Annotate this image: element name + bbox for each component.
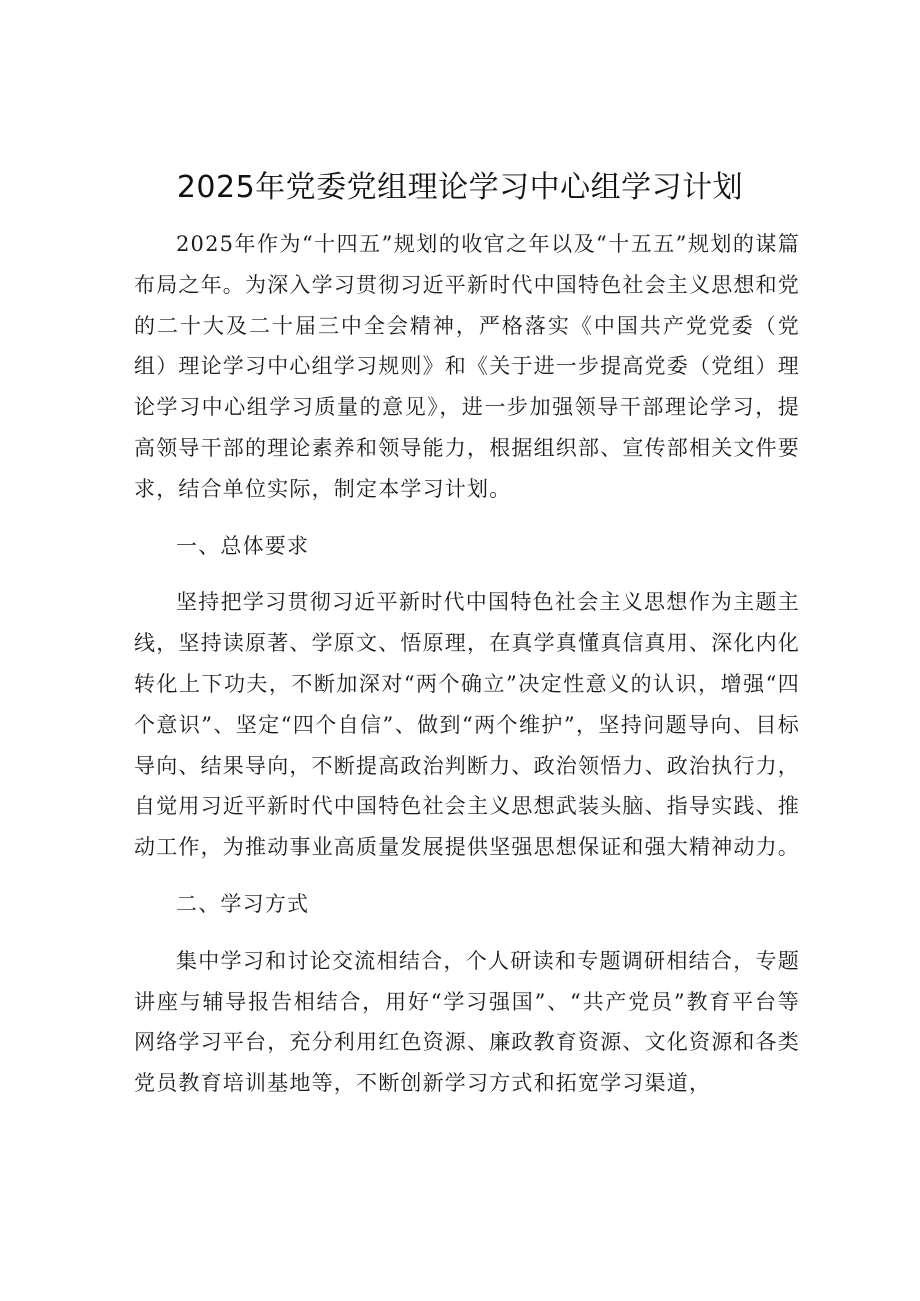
document-title: 2025年党委党组理论学习中心组学习计划 bbox=[176, 170, 744, 205]
paragraph-gap bbox=[134, 925, 800, 941]
paragraph-gap bbox=[134, 566, 800, 582]
section-heading-general-requirements: 一、总体要求 bbox=[176, 533, 310, 558]
intro-paragraph: 2025年作为“十四五”规划的收官之年以及“十五五”规划的谋篇布局之年。为深入学习贯彻习近平新时代中国特色社会主义思想和党的二十大及二十届三中全会精神，严格落实《中国共产党党委（党组）理论学习中心组学习规则》和《关于进一步提高党委（党组）理论学习中心组学习质量的意见》，进一步加强领导干部理论学习，提高领导干部的理论素养和领导能力，根据组织部、宣传部相关文件要求，结合单位实际，制定本学习计划。 bbox=[134, 232, 800, 501]
section-heading-study-methods: 二、学习方式 bbox=[176, 891, 310, 916]
general-requirements-paragraph: 坚持把学习贯彻习近平新时代中国特色社会主义思想作为主题主线，坚持读原著、学原文、悟原理，在真学真懂真信真用、深化内化转化上下功夫，不断加深对“两个确立”决定性意义的认识，增强“四个意识”、坚定“四个自信”、做到“两个维护”，坚持问题导向、目标导向、结果导向，不断提高政治判断力、政治领悟力、政治执行力，自觉用习近平新时代中国特色社会主义思想武装头脑、指导实践、推动工作，为推动事业高质量发展提供坚强思想保证和强大精神动力。 bbox=[134, 590, 800, 860]
document-body bbox=[134, 224, 800, 1104]
paragraph-gap bbox=[134, 510, 800, 526]
paragraph-gap bbox=[134, 868, 800, 884]
study-methods-paragraph: 集中学习和讨论交流相结合，个人研读和专题调研相结合，专题讲座与辅导报告相结合，用好“学习强国”、“共产党员”教育平台等网络学习平台，充分利用红色资源、廉政教育资源、文化资源和各类党员教育培训基地等，不断创新学习方式和拓宽学习渠道， bbox=[134, 948, 800, 1096]
